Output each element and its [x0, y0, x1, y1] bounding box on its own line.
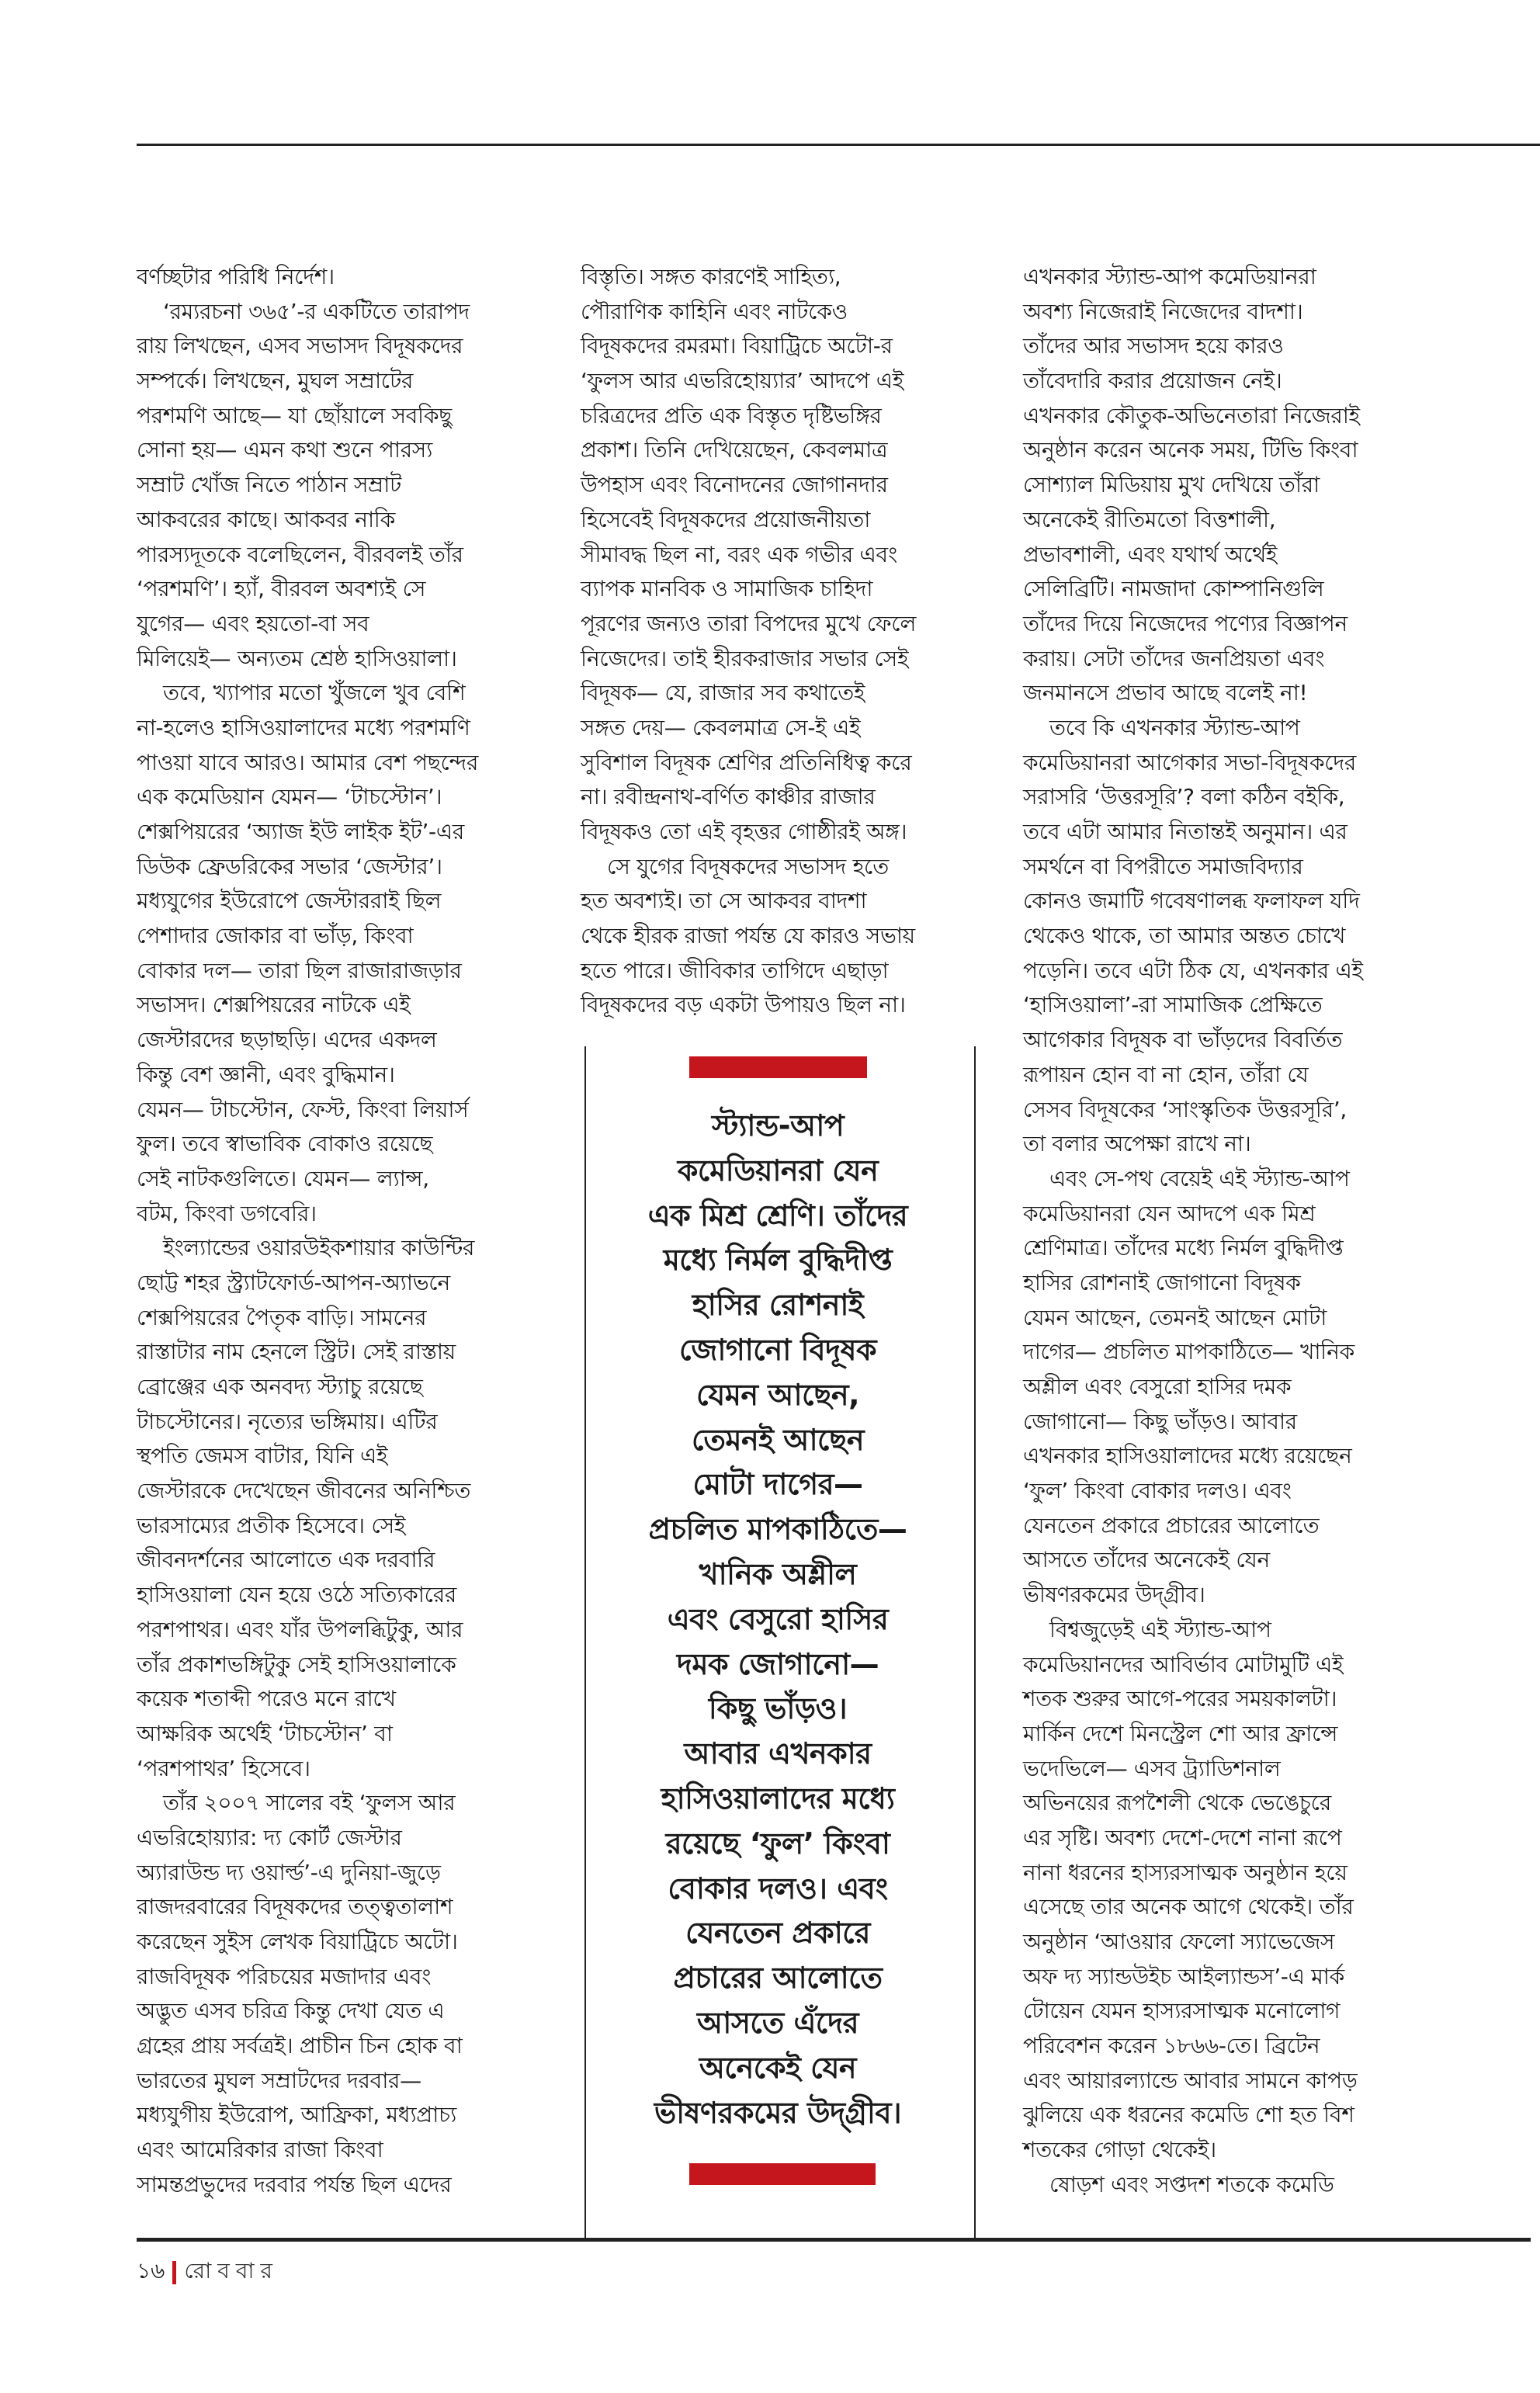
text-line: এর সৃষ্টি। অবশ্য দেশে-দেশে নানা রূপে [1023, 1824, 1342, 1850]
text-line: পূরণের জন্যও তারা বিপদের মুখে ফেলে [581, 610, 917, 636]
text-line: বিদূষকদের বড় একটা উপায়ও ছিল না। [581, 992, 906, 1018]
text-line: অনেকেই রীতিমতো বিত্তশালী, [1023, 506, 1276, 532]
text-line: শতকের গোড়া থেকেই। [1023, 2137, 1216, 2163]
text-line: এভরিহোয়্যার: দ্য কোর্ট জেস্টার [137, 1824, 402, 1850]
text-line: দাগের— প্রচলিত মাপকাঠিতে— খানিক [1023, 1339, 1354, 1365]
text-line: পড়েনি। তবে এটা ঠিক যে, এখনকার এই [1023, 957, 1363, 983]
text-line: প্রভাবশালী, এবং যথার্থ অর্থেই [1023, 541, 1278, 567]
text-line: অফ দ্য স্যান্ডউইচ আইল্যান্ডস’-এ মার্ক [1023, 1963, 1344, 1989]
text-line: করায়। সেটা তাঁদের জনপ্রিয়তা এবং [1023, 645, 1325, 671]
text-line: ডিউক ফ্রেডরিকের সভার ‘জেস্টার’। [137, 853, 442, 879]
magazine-name: রোববার [184, 2258, 279, 2284]
pullquote-line: রয়েছে ‘ফুল’ কিংবা [665, 1826, 890, 1861]
text-line: মধ্যযুগীয় ইউরোপ, আফ্রিকা, মধ্যপ্রাচ্য [137, 2102, 456, 2128]
text-line: উপহাস এবং বিনোদনের জোগানদার [581, 472, 888, 498]
text-line: শেক্সপিয়রের পৈতৃক বাড়ি। সামনের [137, 1304, 427, 1330]
text-line: হত অবশ্যই। তা সে আকবর বাদশা [581, 888, 867, 914]
bottom-rule [137, 2238, 1531, 2242]
pullquote-line: আবার এখনকার [684, 1736, 872, 1771]
pullquote-line: যেমন আছেন, [695, 1377, 860, 1412]
text-line: কিন্তু বেশ জ্ঞানী, এবং বুদ্ধিমান। [137, 1061, 395, 1087]
pullquote-line: এবং বেসুরো হাসির [667, 1601, 889, 1636]
text-line: ‘পরশমণি’। হ্যাঁ, বীরবল অবশ্যই সে [137, 576, 426, 602]
text-line: যেমন— টাচস্টোন, ফেস্ট, কিংবা লিয়ার্স [137, 1096, 469, 1122]
text-line: হিসেবেই বিদূষকদের প্রয়োজনীয়তা [581, 506, 871, 532]
text-line: তাঁবেদারি করার প্রয়োজন নেই। [1023, 368, 1282, 394]
text-line: সম্পর্কে। লিখছেন, মুঘল সম্রাটের [137, 368, 414, 394]
text-line: কোনও জমাটি গবেষণালব্ধ ফলাফল যদি [1023, 888, 1360, 914]
text-line: হতে পারে। জীবিকার তাগিদে এছাড়া [581, 957, 889, 983]
text-line: প্রকাশ। তিনি দেখিয়েছেন, কেবলমাত্র [581, 437, 888, 463]
text-line: সামন্তপ্রভুদের দরবার পর্যন্ত ছিল এদের [137, 2171, 452, 2197]
text-line: ব্যাপক মানবিক ও সামাজিক চাহিদা [581, 576, 873, 602]
text-line: অবশ্য নিজেরাই নিজেদের বাদশা। [1023, 298, 1303, 324]
text-line: সঙ্গত দেয়— কেবলমাত্র সে-ই এই [581, 714, 861, 740]
text-line: সেসব বিদূষকের ‘সাংস্কৃতিক উত্তরসূরি’, [1023, 1096, 1348, 1122]
text-line: হাসির রোশনাই জোগানো বিদূষক [1023, 1269, 1301, 1295]
text-line: নিজেদের। তাই হীরকরাজার সভার সেই [581, 645, 909, 671]
text-line: অশ্লীল এবং বেসুরো হাসির দমক [1023, 1374, 1292, 1399]
text-line: চরিত্রদের প্রতি এক বিস্তৃত দৃষ্টিভঙ্গির [581, 402, 882, 428]
pullquote-top-bar [689, 1056, 867, 1078]
text-line: থেকে হীরক রাজা পর্যন্ত যে কারও সভায় [581, 923, 915, 949]
text-line: কমেডিয়ানরা আগেকার সভা-বিদূষকদের [1023, 749, 1357, 775]
text-line: আকবরের কাছে। আকবর নাকি [137, 506, 396, 532]
text-line: বোকার দল— তারা ছিল রাজারাজড়ার [137, 957, 462, 983]
pullquote-line: ভীষণরকমের উদ্গ্রীব। [654, 2095, 902, 2130]
text-line: সমর্থনে বা বিপরীতে সমাজবিদ্যার [1023, 853, 1303, 879]
text-line: ভারতের মুঘল সম্রাটদের দরবার— [137, 2067, 421, 2093]
text-line: জোগানো— কিছু ভাঁড়ও। আবার [1023, 1408, 1297, 1434]
text-line: আগেকার বিদূষক বা ভাঁড়দের বিবর্তিত [1023, 1027, 1343, 1053]
text-line: সভাসদ। শেক্সপিয়রের নাটকে এই [137, 992, 411, 1018]
text-line: পরশমণি আছে— যা ছোঁয়ালে সবকিছু [137, 402, 453, 428]
page-number: ১৬ [137, 2258, 165, 2284]
text-line: মার্কিন দেশে মিনস্ট্রেল শো আর ফ্রান্সে [1023, 1720, 1338, 1746]
text-line: বিশ্বজুড়েই এই স্ট্যান্ড-আপ [1049, 1616, 1271, 1642]
article-column-3 [1023, 260, 1411, 2203]
text-line: কয়েক শতাব্দী পরেও মনে রাখে [137, 1686, 396, 1712]
text-line: সেই নাটকগুলিতে। যেমন— ল্যান্স, [137, 1165, 429, 1191]
text-line: কমেডিয়ানরা যেন আদপে এক মিশ্র [1023, 1200, 1316, 1226]
text-line: পাওয়া যাবে আরও। আমার বেশ পছন্দের [137, 749, 479, 775]
pull-quote [605, 1104, 950, 2135]
text-line: এবং সে-পথ বেয়েই এই স্ট্যান্ড-আপ [1049, 1165, 1350, 1191]
text-line: বিদূষকও তো এই বৃহত্তর গোষ্ঠীরই অঙ্গ। [581, 819, 907, 844]
text-line: টাচস্টোনের। নৃত্যের ভঙ্গিমায়। এটির [137, 1408, 438, 1434]
article-column-1 [137, 260, 525, 2203]
text-line: অনুষ্ঠান ‘আওয়ার ফেলো স্যাভেজেস [1023, 1929, 1335, 1954]
text-line: অনুষ্ঠান করেন অনেক সময়, টিভি কিংবা [1023, 437, 1358, 463]
pullquote-line: কমেডিয়ানরা যেন [677, 1153, 879, 1188]
text-line: ছোট্ট শহর স্ট্র্যাটফোর্ড-আপন-অ্যাভনে [137, 1269, 450, 1295]
pullquote-line: হাসির রোশনাই [692, 1288, 864, 1323]
pullquote-line: কিছু ভাঁড়ও। [708, 1691, 848, 1726]
pullquote-line: এক মিশ্র শ্রেণি। তাঁদের [647, 1198, 908, 1233]
text-line: নানা ধরনের হাস্যরসাত্মক অনুষ্ঠান হয়ে [1023, 1859, 1348, 1885]
text-line: তাঁর প্রকাশভঙ্গিটুকু সেই হাসিওয়ালাকে [137, 1651, 456, 1677]
text-line: পৌরাণিক কাহিনি এবং নাটকেও [581, 298, 848, 324]
text-line: তাঁদের দিয়ে নিজেদের পণ্যের বিজ্ঞাপন [1023, 610, 1348, 636]
text-line: ইংল্যান্ডের ওয়ারউইকশায়ার কাউন্টির [163, 1235, 475, 1261]
text-line: ঝুলিয়ে এক ধরনের কমেডি শো হত বিশ [1023, 2102, 1354, 2128]
text-line: এখনকার কৌতুক-অভিনেতারা নিজেরাই [1023, 402, 1360, 428]
pullquote-line: যেনতেন প্রকারে [685, 1916, 870, 1951]
text-line: ‘পরশপাথর’ হিসেবে। [137, 1755, 310, 1781]
text-line: বর্ণচ্ছটার পরিধি নির্দেশ। [137, 264, 335, 290]
text-line: গ্রহের প্রায় সর্বত্রই। প্রাচীন চিন হোক বা [137, 2033, 463, 2059]
text-line: এক কমেডিয়ান যেমন— ‘টাচস্টোন’। [137, 784, 442, 810]
text-line: বটম, কিংবা ডগবেরি। [137, 1200, 317, 1226]
pullquote-line: মধ্যে নির্মল বুদ্ধিদীপ্ত [663, 1243, 893, 1278]
text-line: তবে এটা আমার নিতান্তই অনুমান। এর [1023, 819, 1348, 844]
text-line: তা বলার অপেক্ষা রাখে না। [1023, 1131, 1251, 1157]
text-line: এখনকার হাসিওয়ালাদের মধ্যে রয়েছেন [1023, 1443, 1352, 1469]
text-line: আসতে তাঁদের অনেকেই যেন [1023, 1547, 1270, 1573]
text-line: যেনতেন প্রকারে প্রচারের আলোতে [1023, 1512, 1320, 1538]
text-line: মধ্যযুগের ইউরোপে জেস্টাররাই ছিল [137, 888, 442, 914]
text-line: পরিবেশন করেন ১৮৬৬-তে। ব্রিটেন [1023, 2033, 1320, 2059]
text-line: এসেছে তার অনেক আগে থেকেই। তাঁর [1023, 1894, 1354, 1920]
pullquote-line: আসতে এঁদের [697, 2005, 858, 2040]
article-column-2 [581, 260, 969, 1023]
pullquote-line: দমক জোগানো— [676, 1646, 879, 1681]
column-divider-right [974, 1046, 976, 2240]
pullquote-line: প্রচারের আলোতে [673, 1961, 883, 1996]
text-line: টোয়েন যেমন হাস্যরসাত্মক মনোলোগ [1023, 1998, 1341, 2024]
pullquote-line: জোগানো বিদূষক [678, 1332, 877, 1367]
text-line: করেছেন সুইস লেখক বিয়াট্রিচে অটো। [137, 1929, 458, 1954]
text-line: না। রবীন্দ্রনাথ-বর্ণিত কাঞ্চীর রাজার [581, 784, 876, 810]
text-line: আক্ষরিক অর্থেই ‘টাচস্টোন’ বা [137, 1720, 393, 1746]
pullquote-line: খানিক অশ্লীল [699, 1556, 857, 1591]
text-line: রাজদরবারের বিদূষকদের তত্ত্বতালাশ [137, 1894, 453, 1920]
text-line: স্থপতি জেমস বাটার, যিনি এই [137, 1443, 388, 1469]
text-line: ভারসাম্যের প্রতীক হিসেবে। সেই [137, 1512, 406, 1538]
pullquote-line: প্রচলিত মাপকাঠিতে— [648, 1512, 907, 1547]
pullquote-line: তেমনই আছেন [691, 1422, 864, 1457]
pullquote-line: স্ট্যান্ড-আপ [711, 1108, 845, 1143]
text-line: হাসিওয়ালা যেন হয়ে ওঠে সত্যিকারের [137, 1582, 457, 1608]
page-footer [137, 2254, 279, 2291]
text-line: জেস্টারকে দেখেছেন জীবনের অনিশ্চিত [137, 1478, 471, 1504]
pullquote-line: বোকার দলও। এবং [668, 1871, 888, 1906]
pullquote-line: মোটা দাগের— [692, 1467, 863, 1502]
text-line: এবং আয়ারল্যান্ডে আবার সামনে কাপড় [1023, 2067, 1358, 2093]
text-line: সোশ্যাল মিডিয়ায় মুখ দেখিয়ে তাঁরা [1023, 472, 1320, 498]
pullquote-bottom-bar [689, 2163, 876, 2185]
text-line: না-হলেও হাসিওয়ালাদের মধ্যে পরশমণি [137, 714, 470, 740]
text-line: অভিনয়ের রূপশৈলী থেকে ভেঙেচুরে [1023, 1790, 1331, 1816]
text-line: সুবিশাল বিদূষক শ্রেণির প্রতিনিধিত্ব করে [581, 749, 912, 775]
text-line: শেক্সপিয়রের ‘অ্যাজ ইউ লাইক ইট’-এর [137, 819, 464, 844]
text-line: ‘ফুল’ কিংবা বোকার দলও। এবং [1023, 1478, 1292, 1504]
text-line: তবে কি এখনকার স্ট্যান্ড-আপ [1049, 714, 1300, 740]
text-line: শ্রেণিমাত্র। তাঁদের মধ্যে নির্মল বুদ্ধিদীপ্ত [1023, 1235, 1344, 1261]
text-line: ‘রম্যরচনা ৩৬৫’-র একটিতে তারাপদ [163, 298, 470, 324]
text-line: পেশাদার জোকার বা ভাঁড়, কিংবা [137, 923, 414, 949]
text-line: রায় লিখছেন, এসব সভাসদ বিদূষকদের [137, 333, 463, 359]
text-line: জীবনদর্শনের আলোতে এক দরবারি [137, 1547, 435, 1573]
text-line: কমেডিয়ানদের আবির্ভাব মোটামুটি এই [1023, 1651, 1344, 1677]
text-line: সে যুগের বিদূষকদের সভাসদ হতে [607, 853, 889, 879]
text-line: ফুল। তবে স্বাভাবিক বোকাও রয়েছে [137, 1131, 433, 1157]
text-line: পরশপাথর। এবং যাঁর উপলব্ধিটুকু, আর [137, 1616, 463, 1642]
text-line: রূপায়ন হোন বা না হোন, তাঁরা যে [1023, 1061, 1309, 1087]
text-line: থেকেও থাকে, তা আমার অন্তত চোখে [1023, 923, 1346, 949]
text-line: ‘ফুলস আর এভরিহোয়্যার’ আদপে এই [581, 368, 904, 394]
text-line: অদ্ভুত এসব চরিত্র কিন্তু দেখা যেত এ [137, 1998, 445, 2024]
footer-separator [172, 2261, 176, 2284]
text-line: ভদেভিলে— এসব ট্র্যাডিশনাল [1023, 1755, 1281, 1781]
text-line: ব্রোঞ্জের এক অনবদ্য স্ট্যাচু রয়েছে [137, 1374, 423, 1399]
text-line: যেমন আছেন, তেমনই আছেন মোটা [1023, 1304, 1327, 1330]
text-line: তাঁর ২০০৭ সালের বই ‘ফুলস আর [163, 1790, 456, 1816]
text-line: তাঁদের আর সভাসদ হয়ে কারও [1023, 333, 1284, 359]
text-line: অ্যারাউন্ড দ্য ওয়ার্ল্ড’-এ দুনিয়া-জুড়ে [137, 1859, 441, 1885]
text-line: সেলিব্রিটি। নামজাদা কোম্পানিগুলি [1023, 576, 1324, 602]
text-line: বিদূষকদের রমরমা। বিয়াট্রিচে অটো-র [581, 333, 893, 359]
text-line: বিস্তৃতি। সঙ্গত কারণেই সাহিত্য, [581, 264, 841, 290]
text-line: মিলিয়েই— অন্যতম শ্রেষ্ঠ হাসিওয়ালা। [137, 645, 457, 671]
text-line: রাস্তাটার নাম হেনলে স্ট্রিট। সেই রাস্তায় [137, 1339, 456, 1365]
pullquote-line: হাসিওয়ালাদের মধ্যে [661, 1781, 895, 1816]
text-line: জনমানসে প্রভাব আছে বলেই না! [1023, 680, 1308, 706]
text-line: সরাসরি ‘উত্তরসূরি’? বলা কঠিন বইকি, [1023, 784, 1345, 810]
text-line: বিদূষক— যে, রাজার সব কথাতেই [581, 680, 865, 706]
text-line: জেস্টারদের ছড়াছড়ি। এদের একদল [137, 1027, 437, 1053]
text-line: ‘হাসিওয়ালা’-রা সামাজিক প্রেক্ষিতে [1023, 992, 1323, 1018]
text-line: এবং আমেরিকার রাজা কিংবা [137, 2137, 383, 2163]
text-line: যুগের— এবং হয়তো-বা সব [137, 610, 369, 636]
text-line: রাজবিদূষক পরিচয়ের মজাদার এবং [137, 1963, 432, 1989]
text-line: পারস্যদূতকে বলেছিলেন, বীরবলই তাঁর [137, 541, 463, 567]
text-line: ভীষণরকমের উদ্গ্রীব। [1023, 1582, 1205, 1608]
pullquote-line: অনেকেই যেন [699, 2050, 857, 2085]
top-rule [137, 144, 1540, 146]
text-line: এখনকার স্ট্যান্ড-আপ কমেডিয়ানরা [1023, 264, 1316, 290]
column-divider-left [584, 1046, 586, 2240]
text-line: শতক শুরুর আগে-পরের সময়কালটা। [1023, 1686, 1337, 1712]
text-line: সীমাবদ্ধ ছিল না, বরং এক গভীর এবং [581, 541, 897, 567]
text-line: তবে, খ্যাপার মতো খুঁজলে খুব বেশি [163, 680, 466, 706]
text-line: ষোড়শ এবং সপ্তদশ শতকে কমেডি [1049, 2171, 1334, 2197]
text-line: সোনা হয়— এমন কথা শুনে পারস্য [137, 437, 433, 463]
text-line: সম্রাট খোঁজ নিতে পাঠান সম্রাট [137, 472, 401, 498]
